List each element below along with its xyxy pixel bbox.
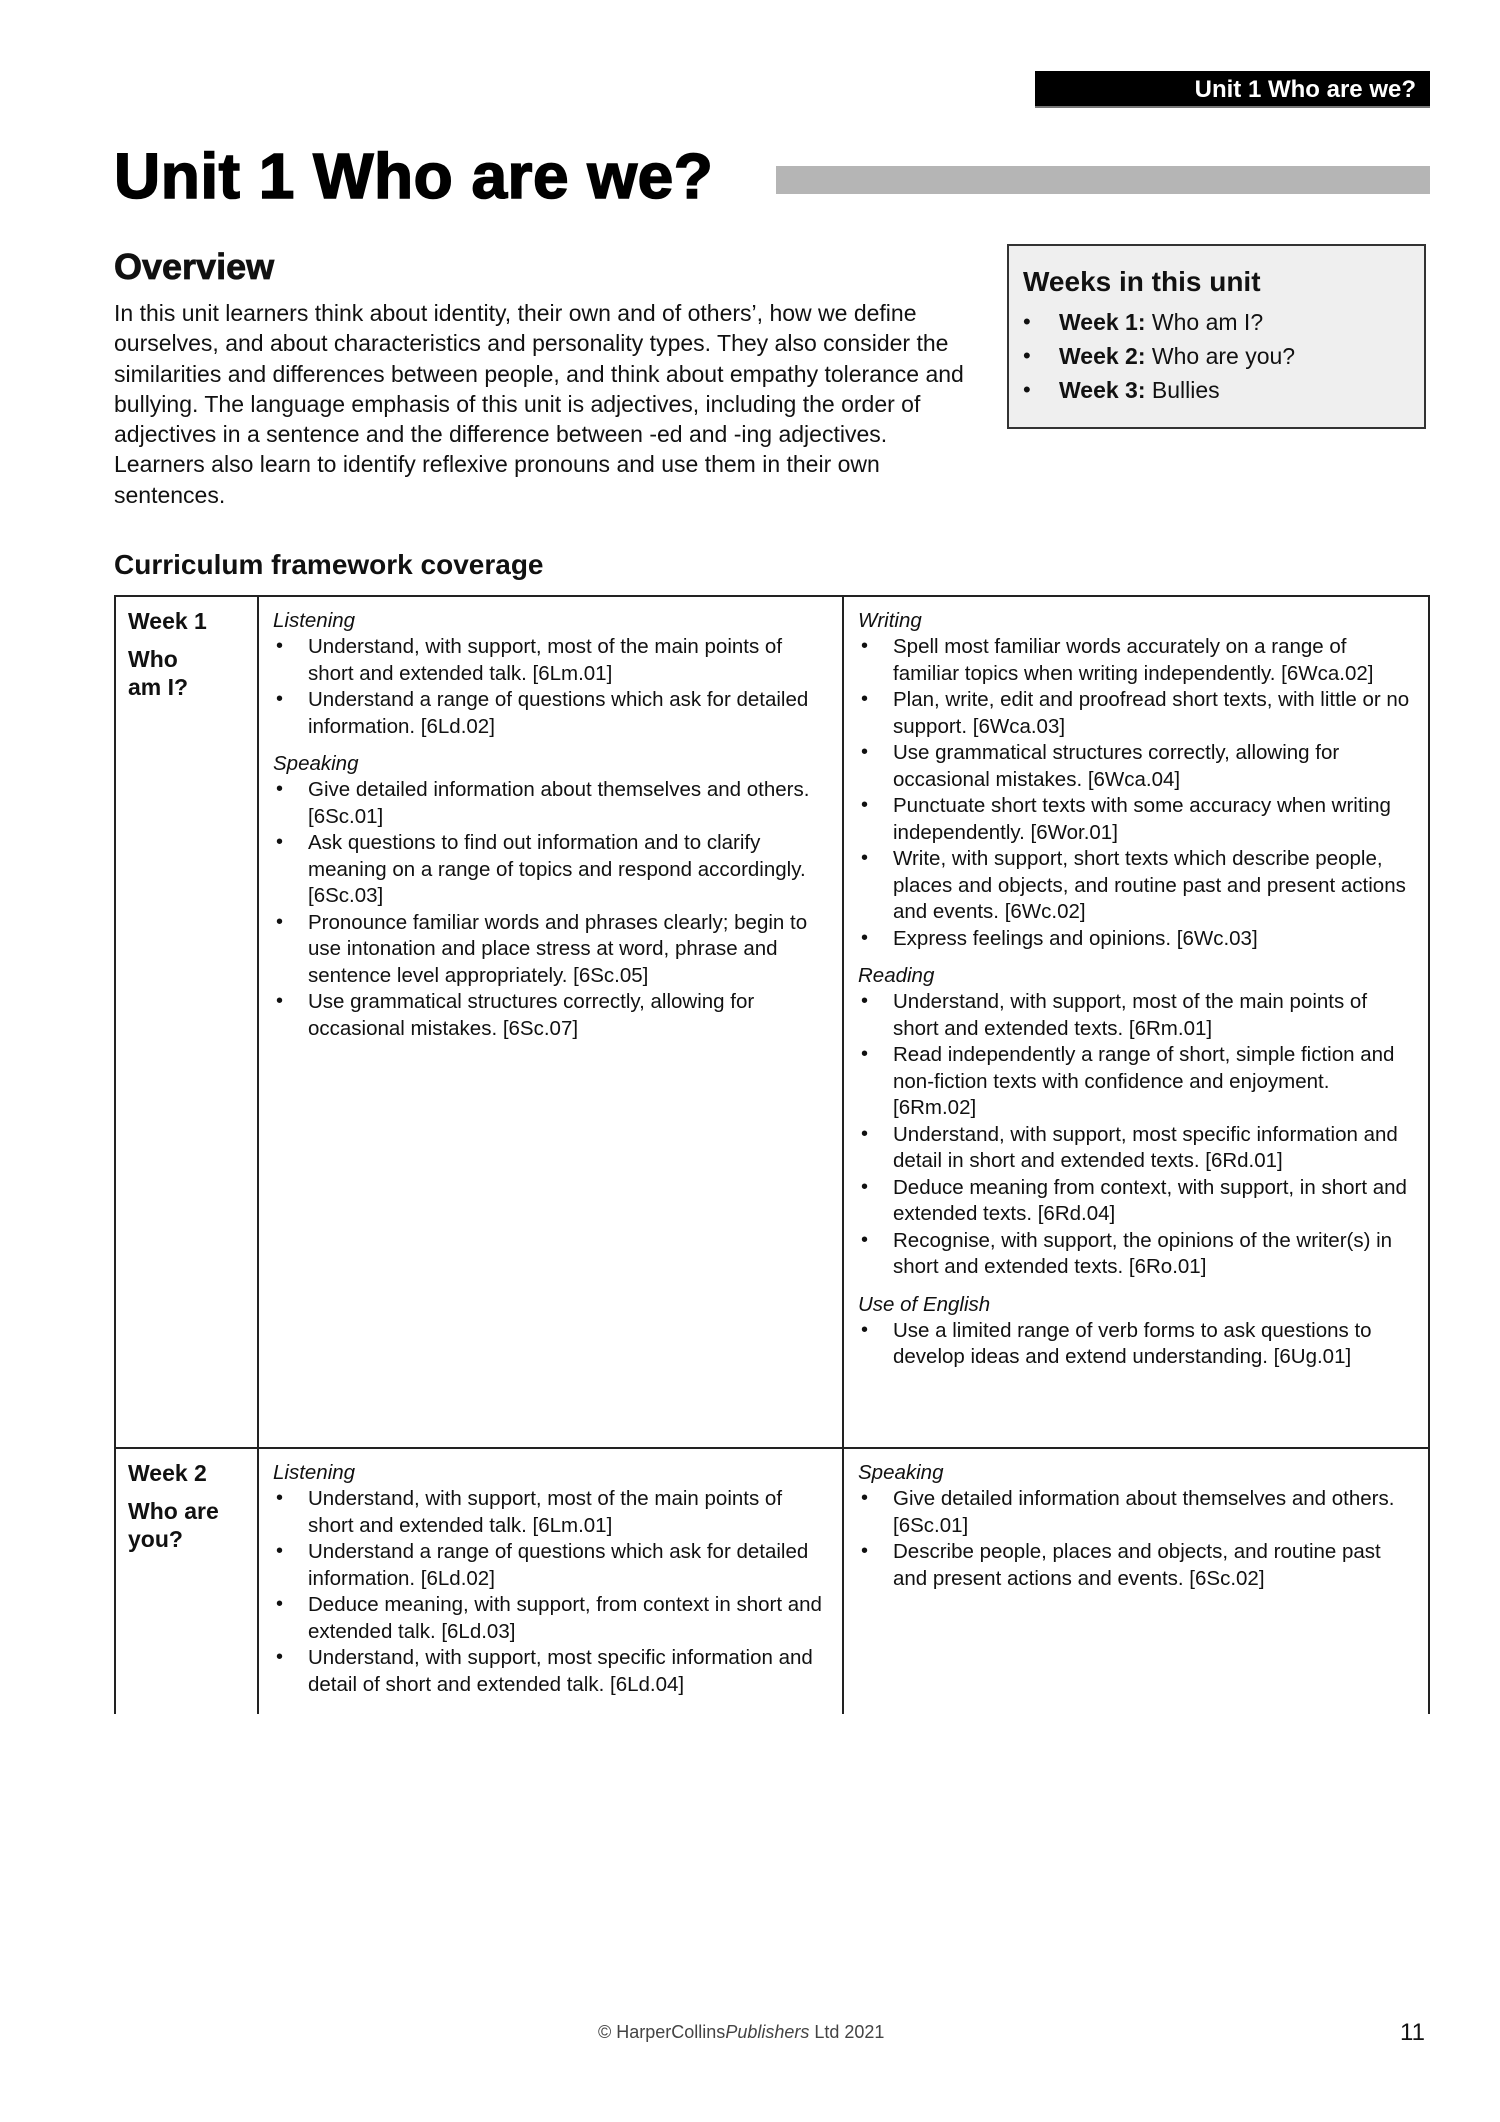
section-title: Speaking xyxy=(858,1461,944,1484)
objective-item: • Understand, with support, most specific information and detail of short and extended talk. [6Ld.04] xyxy=(276,1646,813,1696)
objective-item: • Understand, with support, most specific information and detail in short and extended texts. [6Rd.01] xyxy=(861,1122,1398,1172)
bullet-icon: • xyxy=(861,926,869,949)
bullet-icon: • xyxy=(861,1540,869,1562)
week-title: Who am I? xyxy=(1151,309,1264,335)
section-use-of-english xyxy=(858,1291,1416,1371)
weeks-list-item xyxy=(1023,339,1424,373)
bullet-icon: • xyxy=(276,778,284,800)
weeks-list-item xyxy=(1023,305,1424,339)
section-writing xyxy=(858,607,1416,952)
week-name: Who are you? xyxy=(128,1498,219,1552)
copyright-notice: © HarperCollinsPublishers Ltd 2021 xyxy=(598,2022,885,2042)
objective-item: • Read independently a range of short, simple fiction and non-fiction texts with confidence and enjoyment. [6Rm.02] xyxy=(861,1043,1395,1119)
section-speaking xyxy=(273,750,830,1042)
section-title: Reading xyxy=(858,964,935,987)
section-title: Use of English xyxy=(858,1292,991,1316)
week-number: Week 2 xyxy=(128,1460,207,1486)
objective-item: • Pronounce familiar words and phrases clearly; begin to use intonation and place stress at word, phrase and sentence level appropriately. [6Sc.05] xyxy=(276,910,808,987)
week-cell xyxy=(116,597,259,1447)
section-title: Listening xyxy=(273,609,356,632)
weeks-list xyxy=(1023,305,1424,407)
objectives-cell-left xyxy=(259,597,844,1447)
bullet-icon: • xyxy=(861,1228,869,1251)
objective-item: • Understand a range of questions which ask for detailed information. [6Ld.02] xyxy=(276,688,809,738)
bullet-icon: • xyxy=(861,990,869,1012)
bullet-icon: • xyxy=(276,831,284,853)
week-name: Who am I? xyxy=(128,646,189,700)
title-decorative-bar xyxy=(776,166,1430,194)
section-listening xyxy=(273,607,830,740)
bullet-icon: • xyxy=(861,688,869,710)
section-title: Listening xyxy=(273,1461,356,1484)
bullet-icon: • xyxy=(861,1487,869,1509)
bullet-icon: • xyxy=(276,1646,284,1668)
objectives-cell-right xyxy=(844,1449,1428,1714)
objective-item: • Give detailed information about themselves and others. [6Sc.01] xyxy=(861,1487,1395,1537)
curriculum-table xyxy=(114,595,1430,1714)
objective-item: • Give detailed information about themselves and others. [6Sc.01] xyxy=(276,778,810,828)
bullet-icon: • xyxy=(276,1593,284,1615)
section-title: Writing xyxy=(858,609,922,632)
week-number: Week 1 xyxy=(128,608,207,634)
table-row-week-1 xyxy=(116,597,1428,1447)
bullet-icon: • xyxy=(861,741,869,763)
weeks-in-unit-box xyxy=(1007,244,1426,429)
bullet-icon: • xyxy=(861,1318,869,1341)
objective-item: • Use grammatical structures correctly, allowing for occasional mistakes. [6Wca.04] xyxy=(861,741,1340,791)
objective-item: • Deduce meaning from context, with support, in short and extended texts. [6Rd.04] xyxy=(861,1175,1407,1225)
objective-item: • Use a limited range of verb forms to ask questions to develop ideas and extend understanding. [6Ug.01] xyxy=(861,1318,1372,1368)
bullet-icon: • xyxy=(861,1175,869,1198)
section-listening xyxy=(273,1459,830,1698)
objective-item: • Describe people, places and objects, and routine past and present actions and events. [6Sc.02] xyxy=(861,1540,1381,1590)
overview-heading: Overview xyxy=(114,246,275,287)
section-title: Speaking xyxy=(273,752,359,775)
bullet-icon: • xyxy=(276,910,284,933)
weeks-list-item xyxy=(1023,373,1424,407)
objectives-cell-left xyxy=(259,1449,844,1714)
section-reading xyxy=(858,962,1416,1281)
objective-item: • Understand a range of questions which ask for detailed information. [6Ld.02] xyxy=(276,1540,809,1590)
objective-item: • Plan, write, edit and proofread short texts, with little or no support. [6Wca.03] xyxy=(861,688,1410,738)
objective-item: • Punctuate short texts with some accuracy when writing independently. [6Wor.01] xyxy=(861,794,1391,844)
week-cell xyxy=(116,1449,259,1714)
objective-item: • Understand, with support, most of the main points of short and extended talk. [6Lm.01] xyxy=(276,1487,783,1537)
curriculum-heading: Curriculum framework coverage xyxy=(114,549,544,580)
page-title: Unit 1 Who are we? xyxy=(114,140,714,212)
bullet-icon: • xyxy=(276,1540,284,1562)
bullet-icon: • xyxy=(1023,309,1031,334)
bullet-icon: • xyxy=(861,1043,869,1065)
unit-header-tab: Unit 1 Who are we? xyxy=(1035,71,1430,108)
objective-item: • Express feelings and opinions. [6Wc.03] xyxy=(861,926,1258,950)
section-speaking xyxy=(858,1459,1416,1592)
week-title: Who are you? xyxy=(1151,343,1296,369)
week-label: Week 3: xyxy=(1059,377,1146,403)
bullet-icon: • xyxy=(861,847,869,869)
table-row-week-2 xyxy=(116,1447,1428,1714)
weeks-box-heading: Weeks in this unit xyxy=(1023,266,1261,297)
objective-item: • Deduce meaning, with support, from context in short and extended talk. [6Ld.03] xyxy=(276,1593,822,1643)
bullet-icon: • xyxy=(861,635,869,657)
week-label: Week 2: xyxy=(1059,343,1146,369)
objective-item: • Recognise, with support, the opinions of the writer(s) in short and extended texts. [6Ro.01] xyxy=(861,1228,1393,1278)
bullet-icon: • xyxy=(861,1122,869,1145)
bullet-icon: • xyxy=(1023,377,1031,402)
page-number: 11 xyxy=(1400,2019,1425,2046)
week-title: Bullies xyxy=(1151,377,1220,403)
objectives-cell-right xyxy=(844,597,1428,1447)
objective-item: • Write, with support, short texts which describe people, places and objects, and routine past and present actions and events. [6Wc.02] xyxy=(861,847,1406,923)
bullet-icon: • xyxy=(276,635,284,657)
bullet-icon: • xyxy=(276,688,284,710)
bullet-icon: • xyxy=(276,990,284,1012)
objective-item: • Ask questions to find out information and to clarify meaning on a range of topics and respond accordingly. [6Sc.03] xyxy=(276,831,806,907)
objective-item: • Understand, with support, most of the main points of short and extended talk. [6Lm.01] xyxy=(276,635,783,685)
objective-item: • Spell most familiar words accurately on a range of familiar topics when writing independently. [6Wca.02] xyxy=(861,635,1374,685)
week-label: Week 1: xyxy=(1059,309,1146,335)
objective-item: • Understand, with support, most of the main points of short and extended texts. [6Rm.01] xyxy=(861,990,1368,1040)
bullet-icon: • xyxy=(1023,343,1031,368)
bullet-icon: • xyxy=(861,794,869,816)
objective-item: • Use grammatical structures correctly, allowing for occasional mistakes. [6Sc.07] xyxy=(276,990,755,1040)
overview-paragraph: In this unit learners think about identity, their own and of others’, how we define ourselves, and about characteristics and personality types. They also consider the similarities and differences between people, and think about empathy tolerance and bullying. The language emphasis of this unit is adjectives, including the order of adjectives in a sentence and the difference between -ed and -ing adjectives. Learners also learn to identify reflexive pronouns and use them in their own sentences. xyxy=(114,300,964,508)
bullet-icon: • xyxy=(276,1487,284,1509)
